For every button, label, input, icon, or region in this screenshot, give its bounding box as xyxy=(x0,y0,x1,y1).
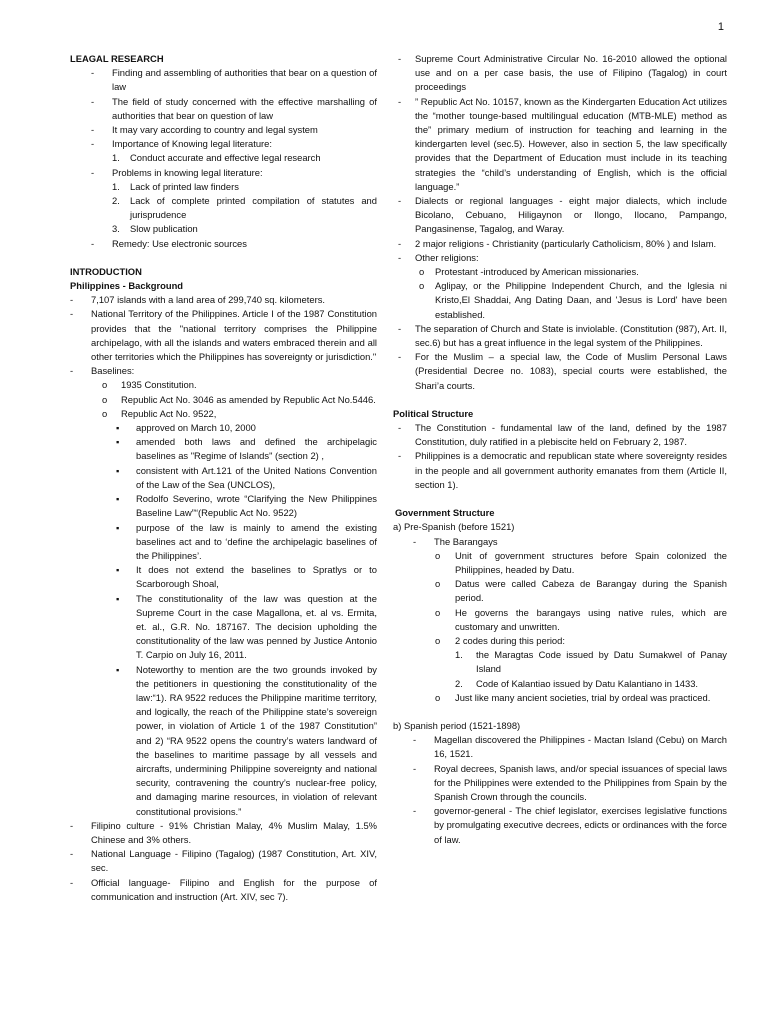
list-item-text: The Constitution - fundamental law of the land, defined by the 1987 Constitution, duly ratified in a plebiscite held on February 2, 1987. xyxy=(415,422,727,448)
list-item-text: Baselines: xyxy=(91,365,135,377)
section-spacer xyxy=(62,251,377,265)
list-marker: 1. xyxy=(112,152,120,164)
list-marker: o xyxy=(435,691,441,703)
list-marker: o xyxy=(435,634,441,646)
list-marker: - xyxy=(91,237,95,249)
list-marker: - xyxy=(398,237,402,249)
section-heading: Government Structure xyxy=(395,507,495,519)
list-item-text: Lack of complete printed compilation of statutes and jurisprudence xyxy=(130,195,377,221)
section-heading: Philippines - Background xyxy=(70,280,184,292)
list-item xyxy=(390,279,727,322)
list-item xyxy=(390,733,727,761)
list-item-text: It may vary according to country and legal system xyxy=(112,124,318,136)
list-marker: - xyxy=(398,251,402,263)
subsection-label: a) Pre-Spanish (before 1521) xyxy=(393,521,515,533)
list-marker: ▪ xyxy=(116,592,120,604)
list-marker: - xyxy=(70,848,74,860)
section-spacer xyxy=(390,705,727,719)
list-marker: - xyxy=(413,762,417,774)
list-item-text: Finding and assembling of authorities that bear on a question of law xyxy=(112,67,377,93)
list-item xyxy=(62,293,377,307)
list-marker: - xyxy=(91,138,95,150)
list-item xyxy=(390,691,727,705)
list-marker: - xyxy=(398,322,402,334)
list-item-text: Supreme Court Administrative Circular No. 16-2010 allowed the optional use and on a per case basis, the use of Filipino (Tagalog) in court proceedings xyxy=(415,53,727,93)
list-item-text: Republic Act No. 9522, xyxy=(121,407,217,419)
list-item xyxy=(62,521,377,564)
list-item-text: Noteworthy to mention are the two grounds invoked by the petitioners in questioning the constitutionality of the law:“1). RA 9522 reduces the Philippine maritime territory, and logically, the reach of the Philippine state’s sovereign power, in violation of Article 1 of the 1987 Constitution” and 2) “RA 9522 opens the country’s waters landward of the baselines to maritime passage by all vessels and aircrafts, undermining Philippine sovereignty and national security, contravening the country’s nuclear-free policy, and damaging marine resources, in violation of relevant constitutional provisions.” xyxy=(136,663,377,817)
list-item xyxy=(390,322,727,350)
list-marker: - xyxy=(91,124,95,136)
list-item-text: Philippines is a democratic and republican state where sovereignty resides in the people and all government authority emanates from them (Article II, section 1). xyxy=(415,450,727,490)
list-item-text: Remedy: Use electronic sources xyxy=(112,237,247,249)
list-item xyxy=(62,407,377,421)
list-item xyxy=(390,549,727,577)
list-item-text: 2 major religions - Christianity (particularly Catholicism, 80% ) and Islam. xyxy=(415,237,717,249)
list-item-text: Lack of printed law finders xyxy=(130,180,239,192)
list-item xyxy=(390,804,727,847)
list-item-text: The separation of Church and State is inviolable. (Constitution (987), Art. II, sec.6) but has a great influence in the legal system of the Philippines. xyxy=(415,322,727,349)
list-marker: o xyxy=(102,379,108,391)
list-marker: ▪ xyxy=(116,663,120,675)
list-marker: 2. xyxy=(455,677,463,689)
list-item xyxy=(62,166,377,180)
list-marker: o xyxy=(419,266,425,278)
list-item-text: consistent with Art.121 of the United Nations Convention of the Law of the Sea (UNCLOS), xyxy=(136,464,377,490)
list-item xyxy=(62,237,377,251)
list-marker: - xyxy=(398,351,402,363)
list-item-text: Filipino culture - 91% Christian Malay, 4% Muslim Malay, 1.5% Chinese and 3% others. xyxy=(91,819,377,845)
list-item-text: Official language- Filipino and English for the purpose of communication and instruction (Art. XIV, sec 7). xyxy=(91,876,377,902)
list-item xyxy=(62,492,377,520)
list-marker: - xyxy=(70,365,74,377)
list-item xyxy=(390,648,727,676)
list-marker: - xyxy=(398,95,402,107)
list-item-text: National Language - Filipino (Tagalog) (1987 Constitution, Art. XIV, sec. xyxy=(91,848,377,874)
list-marker: - xyxy=(398,422,402,434)
list-marker: o xyxy=(102,407,108,419)
list-item-text: the Maragtas Code issued by Datu Sumakwel of Panay Island xyxy=(476,649,727,675)
list-marker: - xyxy=(413,805,417,817)
list-item xyxy=(390,449,727,492)
list-item xyxy=(62,66,377,94)
list-marker: ▪ xyxy=(116,464,120,476)
list-item-text: Just like many ancient societies, trial by ordeal was practiced. xyxy=(455,691,711,703)
list-item xyxy=(62,393,377,407)
list-item xyxy=(390,634,727,648)
list-item xyxy=(62,123,377,137)
list-item xyxy=(62,151,377,165)
list-marker: - xyxy=(413,535,417,547)
list-item xyxy=(62,95,377,123)
list-item xyxy=(62,222,377,236)
list-item xyxy=(62,876,377,904)
list-item-text: For the Muslim – a special law, the Code of Muslim Personal Laws (Presidential Decree no. 1083), special courts were established, the Shari’a courts. xyxy=(415,351,727,391)
list-marker: - xyxy=(70,294,74,306)
section-heading: LEAGAL RESEARCH xyxy=(70,53,164,64)
list-marker: ▪ xyxy=(116,436,120,448)
list-marker: o xyxy=(435,549,441,561)
list-item-text: Slow publication xyxy=(130,223,198,235)
list-item xyxy=(62,421,377,435)
list-item xyxy=(390,251,727,265)
section-heading: INTRODUCTION xyxy=(70,265,142,277)
list-marker: o xyxy=(419,280,425,292)
list-item xyxy=(62,592,377,663)
list-item-text: purpose of the law is mainly to amend the existing baselines act and to ‘define the archipelagic baselines of the Philippines’. xyxy=(136,521,377,561)
list-marker: o xyxy=(435,578,441,590)
list-item xyxy=(62,137,377,151)
list-marker: - xyxy=(70,308,74,320)
subsection-label: b) Spanish period (1521-1898) xyxy=(393,719,521,731)
list-item-text: The constitutionality of the law was question at the Supreme Court in the case Magallona, et. al vs. Ermita, et. al., G.R. No. 187167. The decision upholding the constitutionality of the law was penned by Justice Antonio T. Carpio on July 16, 2011. xyxy=(136,592,377,661)
list-item xyxy=(62,307,377,364)
list-item-text: Dialects or regional languages - eight major dialects, which include Bicolano, Cebuano, Hiligaynon or Ilongo, Ilocano, Pampango, Pangasinense, Tagalog, and Waray. xyxy=(415,195,727,235)
list-marker: - xyxy=(70,819,74,831)
list-item-text: 7,107 islands with a land area of 299,740 sq. kilometers. xyxy=(91,294,325,306)
list-item-text: The field of study concerned with the effective marshalling of authorities that bear on question of law xyxy=(112,95,377,121)
list-item-text: ” Republic Act No. 10157, known as the Kindergarten Education Act utilizes the “mother tounge-based multilingual education (MTB-MLE) method as the” primary medium of instruction for teaching and learning in the kindergarten level (sec.5). However, also in section 5, the law specifically provides that the Department of Education must include in its teaching strategies the “child’s understanding of English, which is the official language.” xyxy=(415,95,727,192)
list-marker: 1. xyxy=(112,180,120,192)
list-marker: - xyxy=(398,53,402,64)
list-item-text: Conduct accurate and effective legal research xyxy=(130,152,321,164)
list-marker: - xyxy=(70,876,74,888)
list-marker: 3. xyxy=(112,223,120,235)
list-item xyxy=(62,194,377,222)
list-item xyxy=(390,577,727,605)
list-item-text: Magellan discovered the Philippines - Mactan Island (Cebu) on March 16, 1521. xyxy=(434,734,727,760)
list-item-text: amended both laws and defined the archipelagic baselines as "Regime of Islands" (section 2) , xyxy=(136,436,377,462)
list-item xyxy=(62,847,377,875)
list-marker: 2. xyxy=(112,195,120,207)
list-marker: - xyxy=(91,67,95,79)
list-item-text: Unit of government structures before Spain colonized the Philippines, headed by Datu. xyxy=(455,549,727,575)
list-marker: o xyxy=(435,606,441,618)
right-column xyxy=(390,52,727,847)
list-item-text: It does not extend the baselines to Spratlys or to Scarborough Shoal, xyxy=(136,564,377,590)
list-item xyxy=(62,435,377,463)
list-marker: o xyxy=(102,393,108,405)
list-marker: - xyxy=(398,450,402,462)
list-item-text: governor-general - The chief legislator, exercises legislative functions by promulgating executive decrees, edicts or ordinances with the force of law. xyxy=(434,805,727,845)
list-item-text: Datus were called Cabeza de Barangay during the Spanish period. xyxy=(455,578,727,604)
list-item-text: Problems in knowing legal literature: xyxy=(112,166,263,178)
list-item xyxy=(390,350,727,393)
list-marker: - xyxy=(91,95,95,107)
list-item-text: Other religions: xyxy=(415,251,479,263)
list-item xyxy=(390,194,727,237)
list-marker: ▪ xyxy=(116,493,120,505)
list-item xyxy=(390,52,727,95)
list-marker: - xyxy=(398,195,402,207)
list-item xyxy=(390,95,727,194)
list-item xyxy=(62,819,377,847)
list-item xyxy=(390,606,727,634)
left-column xyxy=(62,52,377,904)
list-item xyxy=(62,464,377,492)
list-item xyxy=(62,663,377,819)
list-item-text: approved on March 10, 2000 xyxy=(136,422,256,434)
section-heading: Political Structure xyxy=(393,407,474,419)
list-marker: 1. xyxy=(455,649,463,661)
list-item xyxy=(390,421,727,449)
list-item xyxy=(62,378,377,392)
list-item-text: National Territory of the Philippines. Article I of the 1987 Constitution provides that the "national territory comprises the Philippine archipelago, with all the islands and waters embraced therein and all other territories which the Philippines has sovereignty or jurisdiction." xyxy=(91,308,377,363)
list-item-text: Republic Act No. 3046 as amended by Republic Act No.5446. xyxy=(121,393,376,405)
page-number: 1 xyxy=(717,21,724,33)
list-item xyxy=(390,237,727,251)
list-item-text: Rodolfo Severino, wrote “Clarifying the New Philippines Baseline Law”“(Republic Act No. 9522) xyxy=(136,493,377,519)
list-item xyxy=(62,563,377,591)
list-item xyxy=(390,265,727,279)
list-marker: ▪ xyxy=(116,564,120,576)
section-spacer xyxy=(390,492,727,506)
list-item-text: 1935 Constitution. xyxy=(121,379,197,391)
list-item xyxy=(62,364,377,378)
list-item-text: 2 codes during this period: xyxy=(455,634,565,646)
list-marker: - xyxy=(413,734,417,746)
list-item xyxy=(390,762,727,805)
section-spacer xyxy=(390,393,727,407)
list-item-text: Code of Kalantiao issued by Datu Kalantiano in 1433. xyxy=(476,677,699,689)
list-item xyxy=(390,677,727,691)
list-item-text: Royal decrees, Spanish laws, and/or special issuances of special laws for the Philippines were extended to the Philippines from Spain by the Spanish Crown through the councils. xyxy=(434,762,727,802)
list-item xyxy=(390,535,727,549)
list-item-text: Protestant -introduced by American missionaries. xyxy=(435,266,639,278)
list-marker: - xyxy=(91,166,95,178)
list-item-text: The Barangays xyxy=(434,535,498,547)
list-item-text: He governs the barangays using native rules, which are customary and unwritten. xyxy=(455,606,727,632)
list-marker: ▪ xyxy=(116,521,120,533)
list-marker: ▪ xyxy=(116,422,120,434)
list-item xyxy=(62,180,377,194)
list-item-text: Importance of Knowing legal literature: xyxy=(112,138,272,150)
list-item-text: Aglipay, or the Philippine Independent Church, and the Iglesia ni Kristo,El Shaddai, Ang Dating Daan, and 'Jesus is Lord' have been established. xyxy=(435,280,727,320)
